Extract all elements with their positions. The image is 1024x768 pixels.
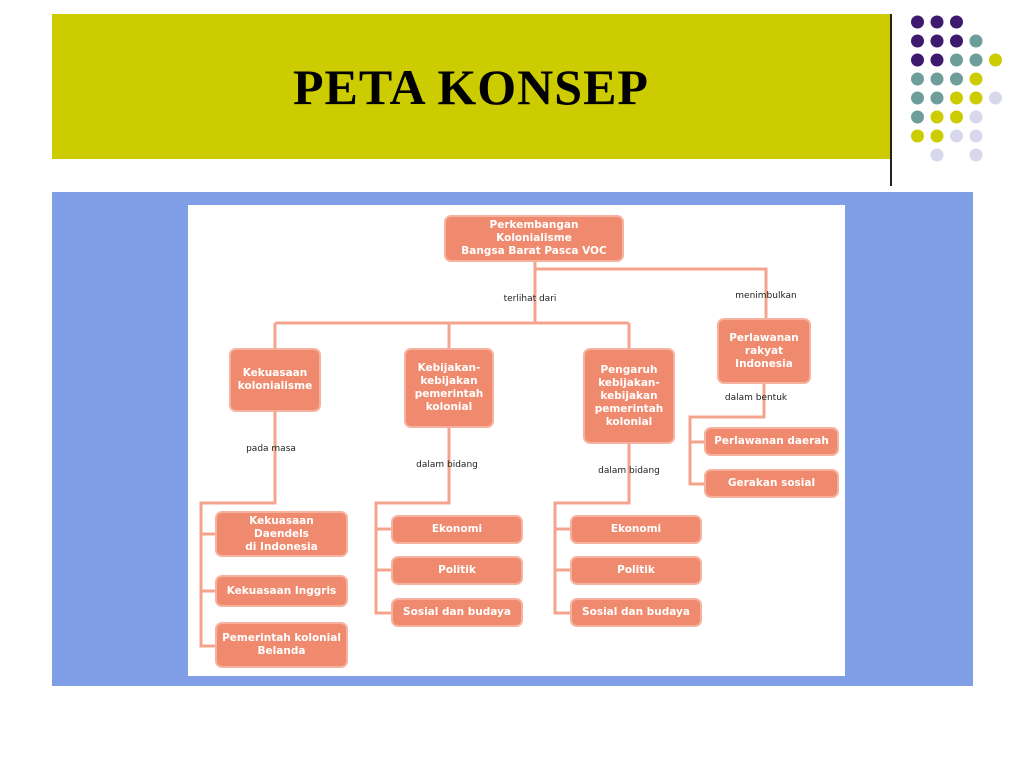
node-kekuasaan-inggris: Kekuasaan Inggris [215, 575, 348, 607]
decorative-dot [989, 92, 1002, 105]
decorative-dot [950, 73, 963, 86]
node-kebijakan-pemerintah: Kebijakan- kebijakan pemerintah kolonial [404, 348, 494, 428]
decorative-dot [950, 54, 963, 67]
decorative-dot [931, 130, 944, 143]
decorative-dot [931, 111, 944, 124]
label-pada-masa: pada masa [246, 444, 296, 454]
node-kekuasaan-daendels: Kekuasaan Daendels di Indonesia [215, 511, 348, 557]
node-perlawanan-rakyat: Perlawanan rakyat Indonesia [717, 318, 811, 384]
decorative-dot [970, 130, 983, 143]
label-dalam-bidang-pengaruh: dalam bidang [598, 466, 660, 476]
label-dalam-bidang-kebijakan: dalam bidang [416, 460, 478, 470]
decorative-dot [911, 16, 924, 29]
decorative-dot [931, 149, 944, 162]
decorative-dot [950, 35, 963, 48]
node-perlawanan-daerah: Perlawanan daerah [704, 427, 839, 456]
concept-map [188, 205, 845, 676]
decorative-dot [989, 54, 1002, 67]
decorative-dot [931, 16, 944, 29]
node-kekuasaan-kolonialisme: Kekuasaan kolonialisme [229, 348, 321, 412]
label-dalam-bentuk: dalam bentuk [724, 393, 788, 403]
decorative-dot [911, 92, 924, 105]
decorative-dot [950, 16, 963, 29]
node-pengaruh-politik: Politik [570, 556, 702, 585]
label-terlihat-dari: terlihat dari [503, 294, 557, 304]
node-kebijakan-politik: Politik [391, 556, 523, 585]
node-root: Perkembangan Kolonialisme Bangsa Barat Pasca VOC [444, 215, 624, 262]
node-pemerintah-kolonial-belanda: Pemerintah kolonial Belanda [215, 622, 348, 668]
decorative-dot-grid [0, 0, 1024, 190]
node-kebijakan-ekonomi: Ekonomi [391, 515, 523, 544]
decorative-dot [950, 130, 963, 143]
decorative-dot [931, 73, 944, 86]
node-pengaruh-ekonomi: Ekonomi [570, 515, 702, 544]
decorative-dot [950, 92, 963, 105]
node-kebijakan-sosial-budaya: Sosial dan budaya [391, 598, 523, 627]
decorative-dot [970, 111, 983, 124]
connector-top-bar [535, 269, 766, 318]
decorative-dot [931, 54, 944, 67]
decorative-dot [911, 73, 924, 86]
slide-title: PETA KONSEP [293, 58, 649, 115]
decorative-dot [911, 35, 924, 48]
decorative-dot [970, 54, 983, 67]
decorative-dot [911, 130, 924, 143]
decorative-dot [970, 92, 983, 105]
decorative-dot [950, 111, 963, 124]
decorative-dot [931, 35, 944, 48]
decorative-dot [931, 92, 944, 105]
node-gerakan-sosial: Gerakan sosial [704, 469, 839, 498]
decorative-dot [970, 149, 983, 162]
label-menimbulkan: menimbulkan [735, 291, 797, 301]
node-pengaruh-kebijakan: Pengaruh kebijakan- kebijakan pemerintah kolonial [583, 348, 675, 444]
decorative-dot [970, 35, 983, 48]
decorative-dot [911, 111, 924, 124]
decorative-dot [911, 54, 924, 67]
decorative-dot [970, 73, 983, 86]
node-pengaruh-sosial-budaya: Sosial dan budaya [570, 598, 702, 627]
